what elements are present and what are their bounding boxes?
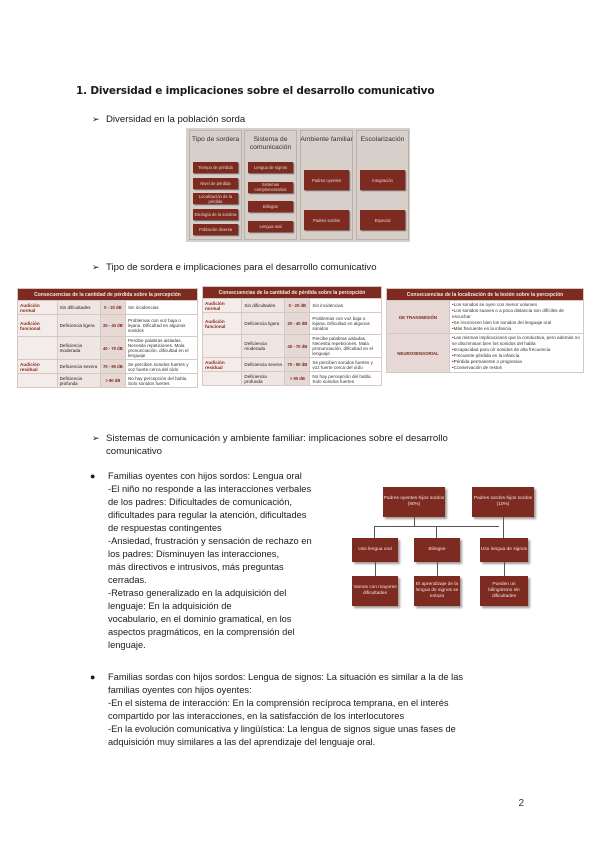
connector-line (504, 562, 505, 576)
text-line: de respuestas contingentes (108, 523, 222, 533)
diversity-column-head: Sistema de comunicación (249, 136, 292, 151)
text-line: -Retraso generalizado en la adquisición del (108, 588, 287, 598)
table-cell-category: Audición normal (203, 299, 242, 313)
diversity-item: Bilingüe (248, 201, 293, 212)
table-cell-consequence: Sin incidencias (125, 301, 197, 315)
table-cell-category: Audición funcional (203, 313, 242, 335)
table-cell-db: 40 - 70 dB (285, 335, 310, 358)
table-cell-category (203, 335, 242, 358)
text-line: lenguaje. (108, 640, 146, 650)
table-row (18, 374, 198, 388)
table-cell-db: 40 - 70 dB (100, 337, 125, 360)
table-cell-consequence: Sin incidencias (310, 299, 382, 313)
table-cell-db: > 90 dB (100, 374, 125, 388)
section-title: Familias oyentes con hijos sordos: Lengua oral (108, 471, 302, 481)
diversity-item: Nivel de pérdida (193, 178, 238, 189)
table-cell-db: 0 - 20 dB (100, 301, 125, 315)
list-item: •Las mismas implicaciones que la conductiva, pero además no se discriminan bien los sonidos del habla (452, 335, 580, 346)
table-row (18, 315, 198, 337)
list-item: •Pérdida permanente o progresiva (452, 359, 522, 364)
diversity-item: Lengua de signos (248, 162, 293, 173)
table-cell-level: Deficiencia profunda (57, 374, 100, 388)
list-item: •Los sonidos suaves o a poca distancia son difíciles de escuchar (452, 308, 564, 319)
diversity-item: Localización de la pérdida (193, 193, 238, 204)
table-cell-db: 70 - 90 dB (100, 360, 125, 374)
list-item: •Incapacidad para oír sonidos de alta frecuencia (452, 347, 551, 352)
bullet-diversidad (92, 114, 245, 125)
connector-line (374, 526, 375, 538)
text-line: adquisición muy similares a las del aprendizaje del lenguaje oral. (108, 737, 376, 747)
table-cell-db: 70 - 90 dB (285, 358, 310, 372)
table-cell-category: Audición residual (18, 360, 58, 374)
table-cell-list (450, 301, 584, 334)
table-cantidad-perdida-2 (202, 286, 382, 386)
text-line: dificultades para regular la atención, dificultades (108, 510, 307, 520)
dot-bullet-icon: ● (90, 471, 96, 481)
table-cell-db: 0 - 20 dB (285, 299, 310, 313)
table-cell-level: Sin dificultades (242, 299, 285, 313)
connector-line (375, 562, 376, 576)
table-cell-consequence: Problemas con voz baja o lejana. Dificultad en algunos sonidos (125, 315, 197, 337)
list-item: •Se reconocen bien los sonidos del lenguaje oral (452, 320, 552, 325)
table-cell-consequence: No hay percepción del habla. Solo sonidos fuertes (125, 374, 197, 388)
table-row (203, 372, 382, 386)
section-familias-sordas (108, 671, 528, 749)
table-cell-level: Deficiencia moderada (57, 337, 100, 360)
bullet-text: Sistemas de comunicación y ambiente familiar: implicaciones sobre el desarrollo (106, 433, 448, 444)
text-line: de los padres: Dificultades de comunicación, (108, 497, 292, 507)
list-item: •Los sonidos se oyen con menor volumen (452, 302, 538, 307)
table-cell-category: Audición normal (18, 301, 58, 315)
section-title: Familias sordas con hijos sordos: Lengua de signos: La situación es similar a la de las (108, 672, 464, 682)
table-cell-consequence: Se perciben sonidos fuertes y voz fuerte cerca del oído (125, 360, 197, 374)
table-title: Consecuencias de la localización de la lesión sobre la percepción (387, 289, 584, 301)
section-familias-oyentes (108, 470, 348, 652)
text-line: aspectos pragmáticos, en la comprensión del (108, 627, 295, 637)
text-line: cerradas. (108, 575, 147, 585)
diversity-column-head: Tipo de sordera (191, 136, 240, 143)
diversity-item: Padres oyentes (304, 170, 349, 190)
table-row (18, 301, 198, 315)
table-title: Consecuencias de la cantidad de pérdida sobre la percepción (203, 287, 382, 299)
section-heading: 1. Diversidad e implicaciones sobre el desarrollo comunicativo (76, 85, 435, 97)
bullet-text-cont: comunicativo (106, 446, 162, 457)
table-cell-level: Deficiencia ligera (242, 313, 285, 335)
text-line: -El niño no responde a las interacciones verbales (108, 484, 312, 494)
table-cell-type: DE TRANSMISIÓN (387, 301, 450, 334)
table-cell-consequence: No hay percepción del habla. Solo sonidos fuertes (310, 372, 382, 386)
table-cell-level: Deficiencia severa (242, 358, 285, 372)
diversity-column-head: Escolarización (360, 136, 405, 143)
text-line: -Ansiedad, frustración y sensación de rechazo en (108, 536, 312, 546)
family-diagram-box: Uso lengua oral (352, 538, 398, 562)
diversity-item: Etiología de la sordera (193, 209, 238, 220)
connector-line (414, 517, 415, 526)
table-row (203, 358, 382, 372)
family-diagram-box: Vamos con mayores dificultades (352, 576, 398, 606)
table-row (203, 313, 382, 335)
diversity-item: Padres sordos (304, 210, 349, 230)
table-cell-consequence: Percibe palabras aisladas. Necesita repeticiones. Mala pronunciación, dificultad en el lenguaje (310, 335, 382, 358)
diversity-item: Tiempo de pérdida (193, 162, 238, 173)
text-line: -En la evolución comunicativa y lingüística: La lengua de signos sigue unas fases de (108, 724, 456, 734)
family-diagram-box: El aprendizaje de la lengua de signos se enlaza (414, 576, 460, 606)
table-cantidad-perdida-1 (17, 288, 198, 388)
table-cell-level: Deficiencia profunda (242, 372, 285, 386)
family-diagram-box: Pueden un bilingüismo sin dificultades (480, 576, 528, 606)
table-row (203, 335, 382, 358)
table-row (18, 360, 198, 374)
list-item: •Conservación de restos (452, 365, 502, 370)
table-cell-category (18, 337, 58, 360)
text-line: familias oyentes con hijos oyentes: (108, 685, 252, 695)
diversity-item: Sistemas complementarios (248, 182, 293, 193)
bullet-text: Diversidad en la población sorda (106, 114, 246, 125)
page-number: 2 (518, 798, 524, 809)
table-cell-level: Deficiencia moderada (242, 335, 285, 358)
bullet-tipo-sordera (92, 262, 377, 273)
connector-line (503, 517, 504, 538)
text-line: más directivos e intrusivos, más preguntas (108, 562, 284, 572)
table-localizacion-lesion (386, 288, 584, 373)
table-cell-consequence: Problemas con voz baja o lejana. Dificultad en algunos sonidos (310, 313, 382, 335)
diversity-item: Especial (360, 210, 405, 230)
table-row (203, 299, 382, 313)
arrow-bullet-icon: ➢ (92, 262, 100, 272)
table-row (18, 337, 198, 360)
table-cell-db: > 90 dB (285, 372, 310, 386)
dot-bullet-icon: ● (90, 672, 96, 682)
table-row (387, 301, 584, 334)
list-item: •Más frecuente en la infancia (452, 326, 512, 331)
text-line: -En el sistema de interacción: En la comprensión recíproca temprana, en el interés (108, 698, 449, 708)
table-cell-category: Audición funcional (18, 315, 58, 337)
family-diagram-box: Uso lengua de signos (480, 538, 528, 562)
bullet-sistemas-comunicacion (92, 432, 448, 458)
table-title: Consecuencias de la cantidad de pérdida sobre la percepción (18, 289, 198, 301)
bullet-text: Tipo de sordera e implicaciones para el desarrollo comunicativo (106, 262, 377, 273)
connector-line (436, 526, 437, 538)
list-item: •Frecuente pérdida en la infancia (452, 353, 520, 358)
text-line: vocabulario, en el dominio gramatical, en los (108, 614, 292, 624)
diversity-column-head: Ambiente familiar (300, 136, 353, 143)
text-line: compartido por las interacciones, en la satisfacción de los interlocutores (108, 711, 405, 721)
family-diagram-box: Padres oyentes-hijos sordos (90%) (383, 487, 445, 517)
table-cell-list (450, 334, 584, 373)
diversity-item: Integración (360, 170, 405, 190)
table-cell-category: Audición residual (203, 358, 242, 372)
diversity-item: Lengua oral (248, 221, 293, 232)
table-cell-category (203, 372, 242, 386)
table-row (387, 334, 584, 373)
family-diagram-box: Bilingüe (414, 538, 460, 562)
text-line: lenguaje: En la adquisición de (108, 601, 232, 611)
table-cell-consequence: Percibe palabras aisladas. Necesita repeticiones. Mala pronunciación, dificultad en el lenguaje (125, 337, 197, 360)
connector-line (437, 562, 438, 576)
diversity-item: Población diversa (193, 224, 238, 235)
table-cell-db: 20 - 40 dB (100, 315, 125, 337)
table-cell-category (18, 374, 58, 388)
table-cell-level: Sin dificultades (57, 301, 100, 315)
table-cell-level: Deficiencia severa (57, 360, 100, 374)
text-line: los padres: Disminuyen las interacciones, (108, 549, 280, 559)
table-cell-db: 20 - 40 dB (285, 313, 310, 335)
family-diagram-box: Padres sordos-hijos sordos (10%) (472, 487, 534, 517)
table-cell-consequence: Se perciben sonidos fuertes y voz fuerte cerca del oído (310, 358, 382, 372)
table-cell-type: NEUROSENSORIAL (387, 334, 450, 373)
arrow-bullet-icon: ➢ (92, 433, 100, 443)
arrow-bullet-icon: ➢ (92, 114, 100, 124)
table-cell-level: Deficiencia ligera (57, 315, 100, 337)
